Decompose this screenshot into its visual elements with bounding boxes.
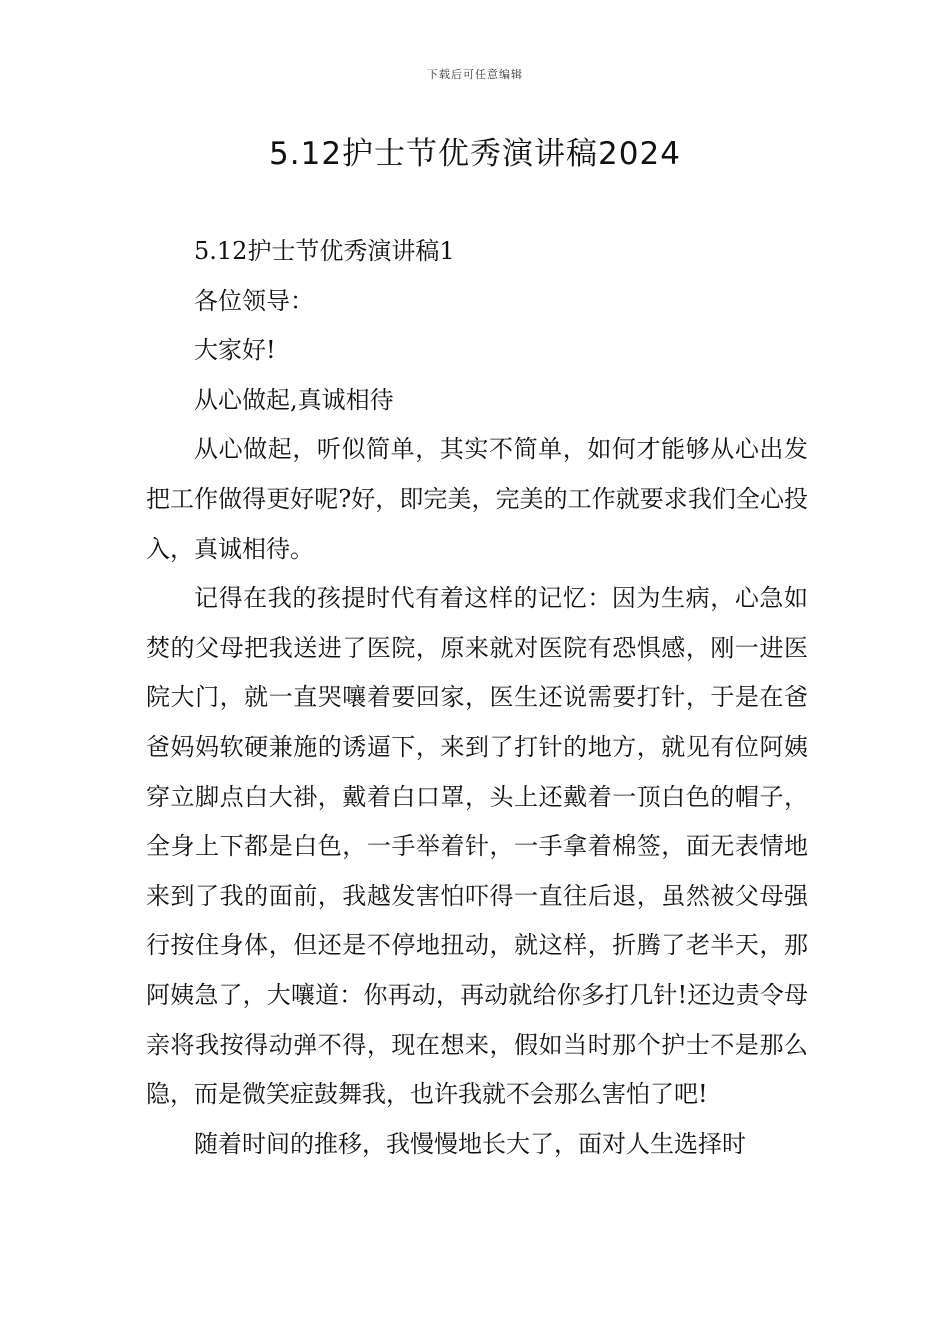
greeting: 大家好! <box>194 336 276 365</box>
body-paragraph: 记得在我的孩提时代有着这样的记忆：因为生病，心急如焚的父母把我送进了医院，原来就对医院有恐惧感，刚一进医院大门，就一直哭嚷着要回家，医生还说需要打针，于是在爸爸妈妈软硬兼施的诱逼下，来到了打针的地方，就见有位阿姨穿立脚点白大褂，戴着白口罩，头上还戴着一顶白色的帽子，全身上下都是白色，一手举着针，一手拿着棉签，面无表情地来到了我的面前，我越发害怕吓得一直往后退，虽然被父母强行按住身体，但还是不停地扭动，就这样，折腾了老半天，那阿姨急了，大嚷道：你再动，再动就给你多打几针!还边责令母亲将我按得动弹不得，现在想来，假如当时那个护士不是那么隐，而是微笑症鼓舞我，也许我就不会那么害怕了吧! <box>146 584 808 1109</box>
header-note: 下载后可任意编辑 <box>427 68 523 81</box>
section-heading: 5.12护士节优秀演讲稿1 <box>194 237 455 265</box>
document-title: 5.12护士节优秀演讲稿2024 <box>269 136 681 172</box>
speech-subtitle: 从心做起,真诚相待 <box>194 385 394 414</box>
body-paragraph-partial: 随着时间的推移，我慢慢地长大了，面对人生选择时 <box>194 1129 746 1158</box>
document-body <box>146 227 808 1169</box>
body-paragraph: 从心做起，听似简单，其实不简单，如何才能够从心出发把工作做得更好呢?好，即完美，完美的工作就要求我们全心投入，真诚相待。 <box>146 435 808 563</box>
salutation: 各位领导： <box>194 286 314 315</box>
